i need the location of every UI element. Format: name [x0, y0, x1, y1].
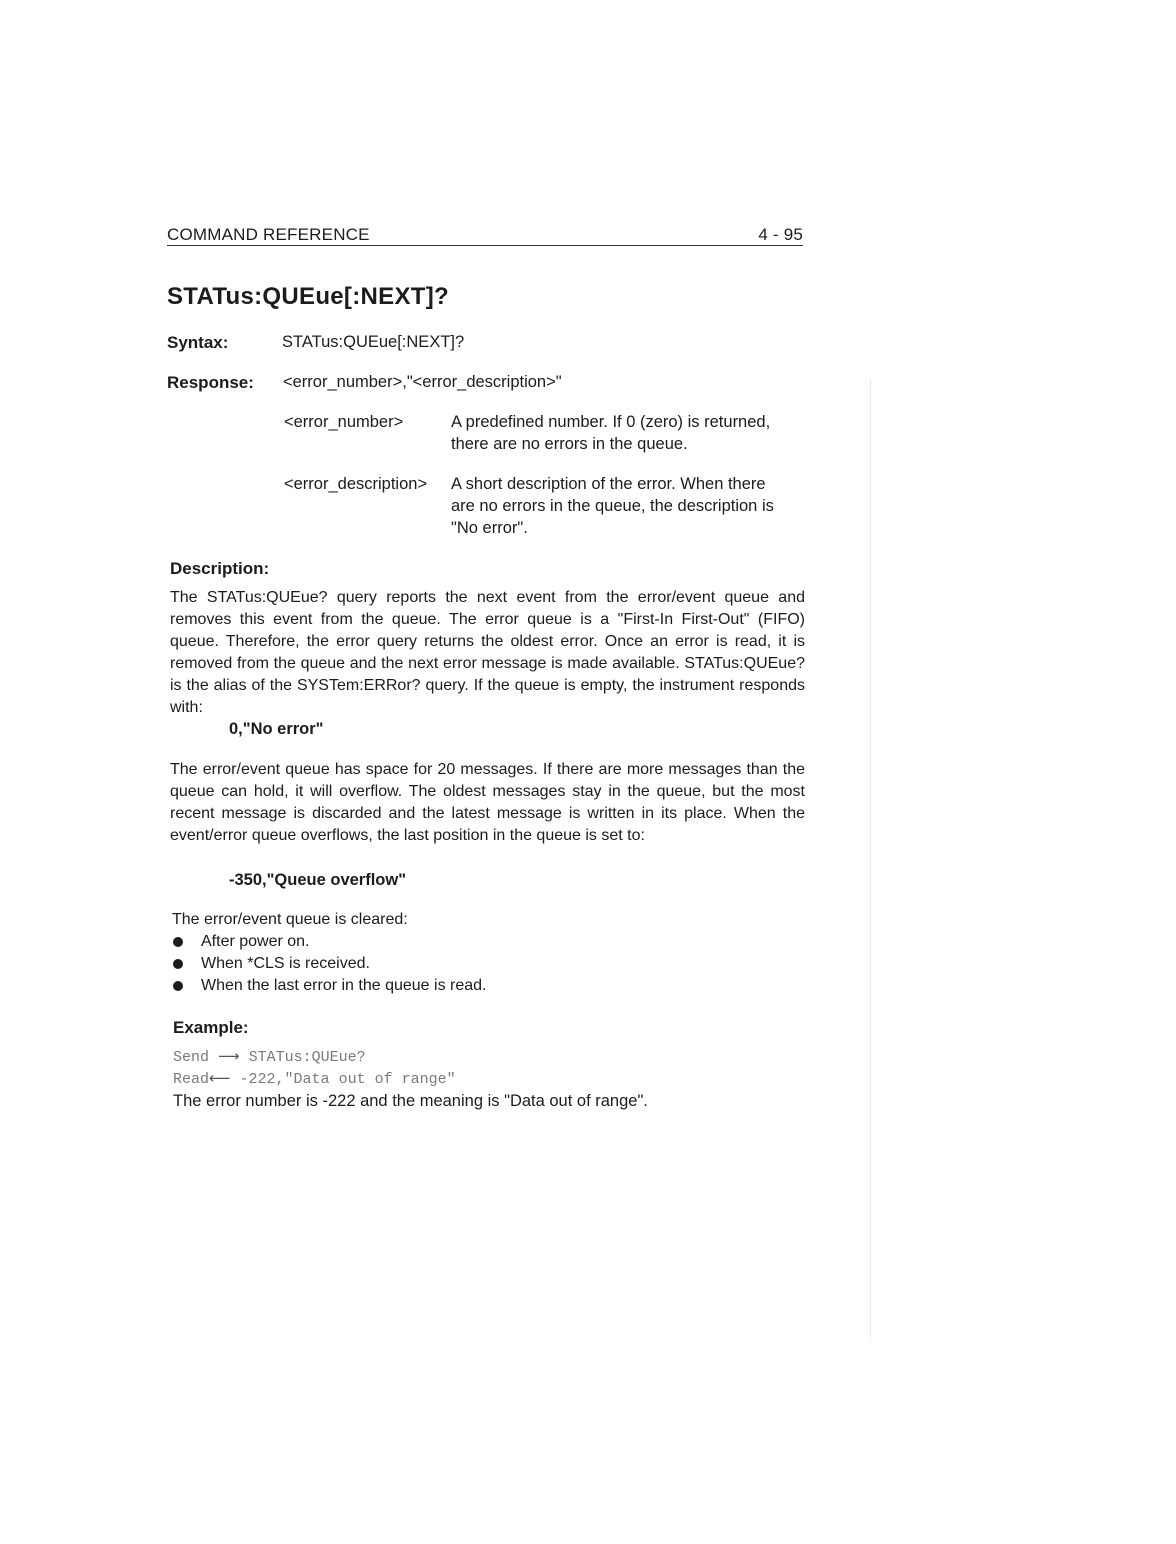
list-item-text: When the last error in the queue is read.: [201, 977, 487, 994]
example-read-line: [173, 1069, 456, 1088]
code-example: -350,"Queue overflow": [229, 871, 407, 889]
read-label: Read: [173, 1071, 210, 1088]
param-name: <error_description>: [284, 475, 428, 493]
bullet-icon: [173, 959, 183, 969]
code-example: 0,"No error": [229, 720, 324, 738]
description-paragraph: The error/event queue is cleared:: [172, 911, 408, 928]
param-name: <error_number>: [284, 413, 404, 431]
list-item: [172, 975, 487, 997]
bullet-icon: [173, 937, 183, 947]
send-label: Send: [173, 1049, 210, 1066]
syntax-label: Syntax:: [167, 333, 229, 352]
list-item-text: After power on.: [201, 933, 310, 950]
description-label: Description:: [170, 559, 270, 578]
description-paragraph: The STATus:QUEue? query reports the next event from the error/event queue and removes this event from the queue. The error queue is a "First-In First-Out" (FIFO) queue. Therefore, the error query returns the oldest error. Once an error is read, it is removed from the queue and the next error message is made available. STATus:QUEue? is the alias of the SYSTem:ERRor? query. If the queue is empty, the instrument responds with:: [170, 589, 805, 716]
param-description-line: are no errors in the queue, the description is: [451, 497, 774, 515]
send-command: STATus:QUEue?: [248, 1049, 366, 1066]
response-value: <error_number>,"<error_description>": [283, 373, 562, 391]
param-description-line: A predefined number. If 0 (zero) is returned,: [451, 413, 771, 431]
example-label: Example:: [173, 1018, 249, 1037]
page-number: 4 - 95: [758, 225, 803, 244]
command-title: STATus:QUEue[:NEXT]?: [167, 283, 449, 310]
bullet-icon: [173, 981, 183, 991]
read-value: -222,"Data out of range": [239, 1071, 456, 1088]
list-item: [172, 931, 487, 953]
param-description-line: A short description of the error. When there: [451, 475, 766, 493]
response-label: Response:: [167, 373, 254, 392]
example-note: The error number is -222 and the meaning is "Data out of range".: [173, 1092, 648, 1110]
bullet-list: [172, 931, 487, 997]
page-header: [167, 225, 803, 246]
syntax-value: STATus:QUEue[:NEXT]?: [282, 333, 465, 351]
scan-margin-line: [870, 380, 871, 1340]
param-description-line: there are no errors in the queue.: [451, 435, 688, 453]
param-description-line: "No error".: [451, 519, 528, 537]
section-title: COMMAND REFERENCE: [167, 225, 370, 244]
right-arrow-icon: ⟶: [218, 1047, 240, 1065]
left-arrow-icon: ⟵: [209, 1069, 231, 1087]
example-send-line: [173, 1047, 366, 1066]
list-item: [172, 953, 487, 975]
list-item-text: When *CLS is received.: [201, 955, 370, 972]
description-paragraph: The error/event queue has space for 20 messages. If there are more messages than the queue can hold, it will overflow. The oldest messages stay in the queue, but the most recent message is discarded and the latest message is written in its place. When the event/error queue overflows, the last position in the queue is set to:: [170, 761, 805, 844]
